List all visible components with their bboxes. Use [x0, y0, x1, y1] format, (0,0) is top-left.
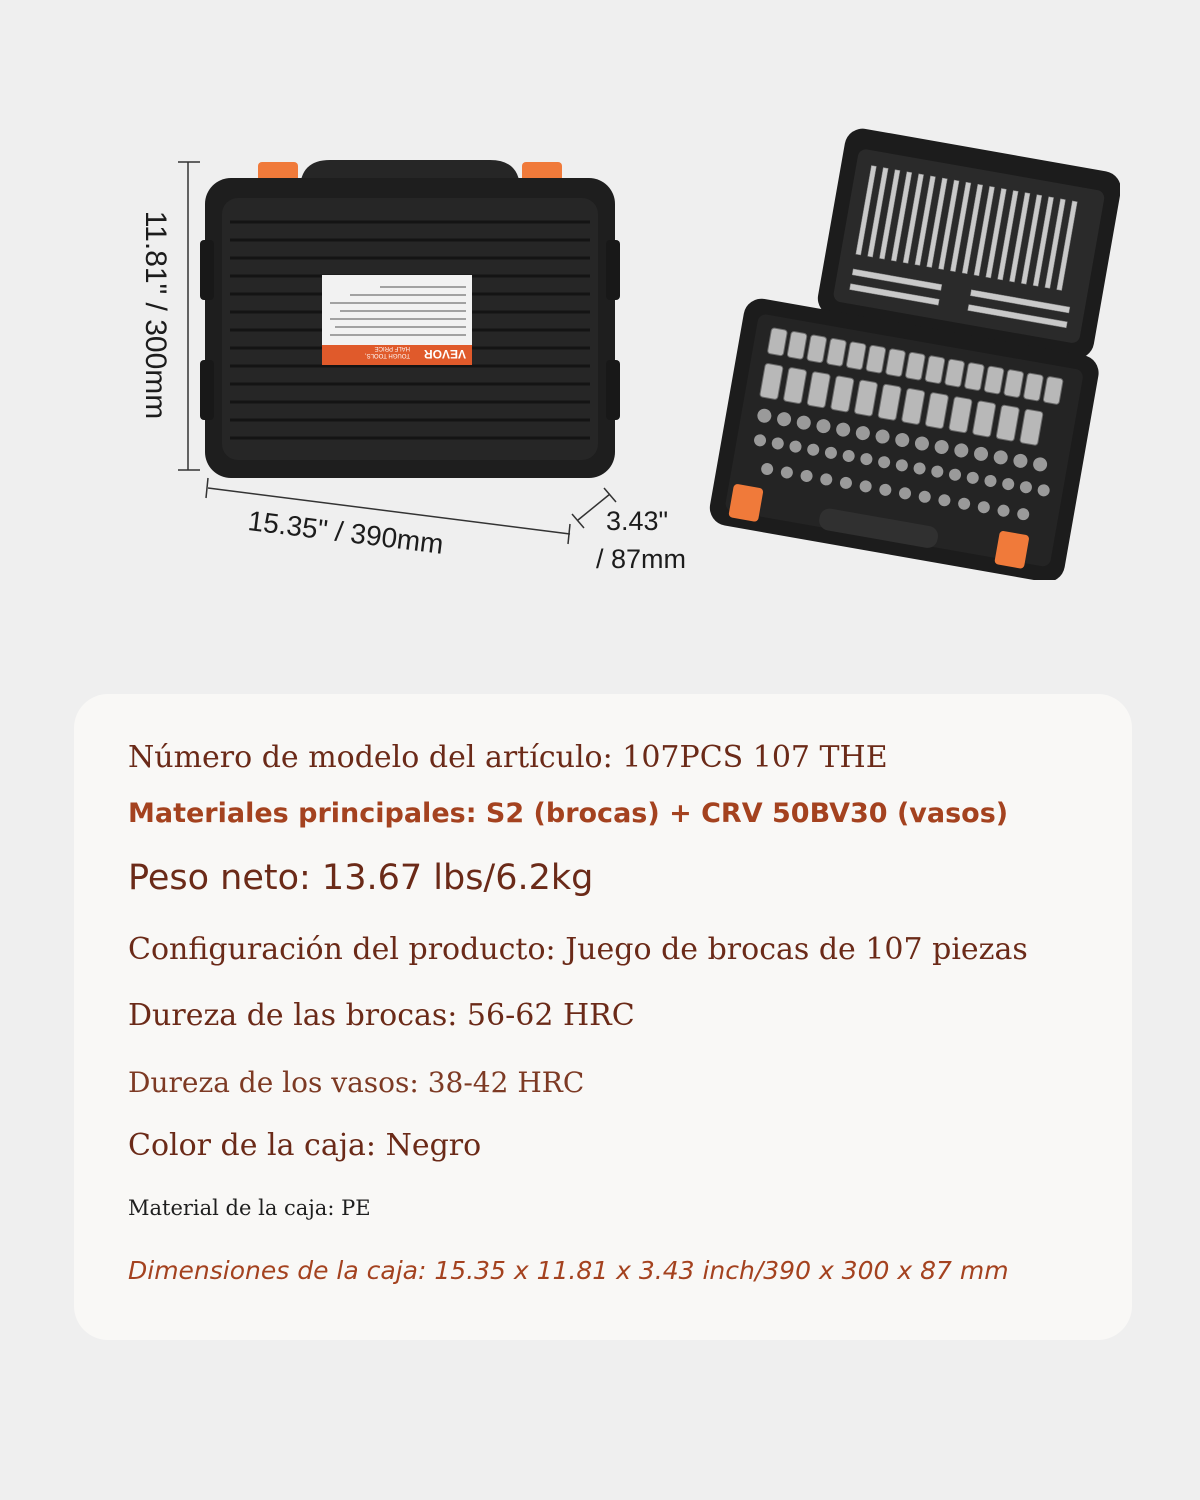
spec-bit-hardness: Dureza de las brocas: 56-62 HRC — [128, 998, 635, 1033]
spec-net-weight: Peso neto: 13.67 lbs/6.2kg — [128, 858, 594, 898]
spec-model-number: Número de modelo del artículo: 107PCS 107 THE — [128, 740, 888, 775]
depth-dimension-line1: 3.43" — [606, 506, 669, 536]
spec-case-dimensions: Dimensiones de la caja: 15.35 x 11.81 x 3.43 inch/390 x 300 x 87 mm — [128, 1256, 1009, 1285]
case-slogan-line2: HALF PRICE — [374, 345, 410, 351]
depth-dimension-line2: / 87mm — [596, 544, 687, 574]
case-slogan-line1: TOUGH TOOLS, — [364, 352, 410, 358]
spec-socket-hardness: Dureza de los vasos: 38-42 HRC — [128, 1066, 585, 1099]
spec-main-materials: Materiales principales: S2 (brocas) + CRV 50BV30 (vasos) — [128, 798, 1009, 829]
spec-product-configuration: Configuración del producto: Juego de brocas de 107 piezas — [128, 932, 1028, 967]
spec-case-color: Color de la caja: Negro — [128, 1128, 482, 1163]
specifications-card — [74, 694, 1132, 1340]
open-toolset-image — [700, 120, 1120, 580]
height-dimension-label: 11.81" / 300mm — [139, 210, 172, 420]
width-dimension-label: 15.35" / 390mm — [246, 505, 446, 560]
spec-case-material: Material de la caja: PE — [128, 1196, 371, 1220]
case-brand-label: VEVOR — [423, 347, 466, 361]
